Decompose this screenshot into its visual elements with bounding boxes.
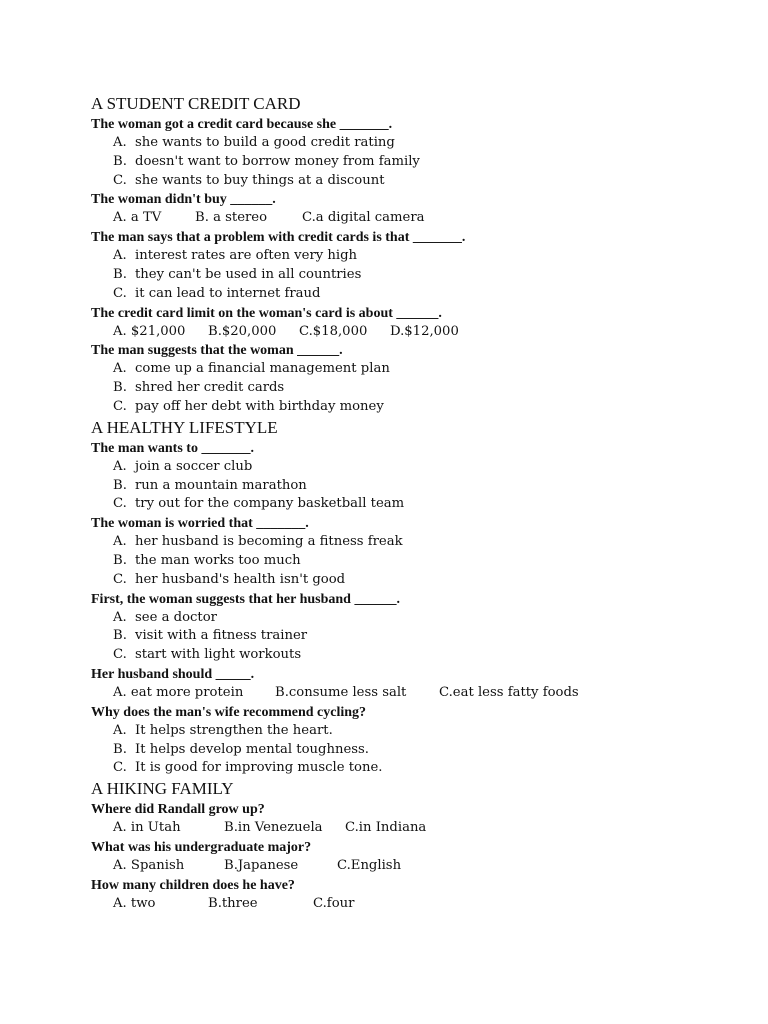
answer-option bbox=[91, 153, 731, 172]
option-text: start with light workouts bbox=[135, 647, 302, 663]
option-text: run a mountain marathon bbox=[135, 477, 307, 493]
option-letter: A. bbox=[113, 135, 127, 150]
option-text: she wants to buy things at a discount bbox=[135, 172, 385, 188]
answer-option bbox=[91, 379, 731, 398]
answer-option: A. $21,000 bbox=[113, 323, 186, 339]
question: The woman didn't buy ______. bbox=[91, 192, 276, 208]
answer-option bbox=[91, 458, 731, 477]
inline-options bbox=[91, 819, 731, 838]
question: The man says that a problem with credit cards is that _______. bbox=[91, 230, 466, 246]
option-text: see a doctor bbox=[135, 609, 217, 625]
question: Where did Randall grow up? bbox=[91, 802, 265, 818]
inline-options bbox=[91, 895, 731, 914]
inline-options bbox=[91, 857, 731, 876]
inline-options bbox=[91, 323, 731, 342]
answer-option: C.$18,000 bbox=[299, 323, 368, 339]
answer-option bbox=[91, 759, 731, 778]
option-text: doesn't want to borrow money from family bbox=[135, 153, 420, 169]
answer-option bbox=[91, 134, 731, 153]
answer-option bbox=[91, 571, 731, 590]
section-title: A HEALTHY LIFESTYLE bbox=[91, 417, 278, 437]
option-text: pay off her debt with birthday money bbox=[135, 398, 384, 414]
answer-option: C.a digital camera bbox=[302, 210, 425, 226]
option-text: her husband is becoming a fitness freak bbox=[135, 534, 403, 550]
question: The credit card limit on the woman's card is about ______. bbox=[91, 305, 442, 321]
option-letter: C. bbox=[113, 647, 127, 663]
option-letter: B. bbox=[113, 741, 127, 757]
question: First, the woman suggests that her husband ______. bbox=[91, 591, 400, 607]
answer-option: D.$12,000 bbox=[390, 323, 459, 339]
option-letter: A. bbox=[113, 248, 127, 264]
option-letter: B. bbox=[113, 477, 127, 493]
option-text: interest rates are often very high bbox=[135, 248, 358, 264]
option-letter: C. bbox=[113, 571, 127, 587]
option-text: It is good for improving muscle tone. bbox=[135, 760, 383, 776]
answer-option bbox=[91, 646, 731, 665]
answer-option: A. two bbox=[113, 895, 156, 911]
option-letter: B. bbox=[113, 266, 127, 282]
option-text: she wants to build a good credit rating bbox=[135, 135, 395, 150]
answer-option: B.three bbox=[208, 895, 258, 911]
answer-option bbox=[91, 495, 731, 514]
option-text: the man works too much bbox=[135, 552, 301, 568]
answer-option: B. a stereo bbox=[195, 210, 268, 226]
question: How many children does he have? bbox=[91, 877, 295, 893]
option-text: It helps strengthen the heart. bbox=[135, 722, 333, 738]
option-letter: A. bbox=[113, 609, 127, 625]
option-letter: A. bbox=[113, 722, 127, 738]
option-letter: C. bbox=[113, 398, 127, 414]
option-text: they can't be used in all countries bbox=[135, 266, 362, 282]
option-letter: C. bbox=[113, 496, 127, 512]
option-text: join a soccer club bbox=[135, 458, 253, 474]
answer-option: B.Japanese bbox=[224, 857, 299, 873]
section-title: A HIKING FAMILY bbox=[91, 779, 234, 799]
option-letter: C. bbox=[113, 172, 127, 188]
answer-option bbox=[91, 247, 731, 266]
option-text: visit with a fitness trainer bbox=[135, 628, 308, 644]
option-text: shred her credit cards bbox=[135, 380, 285, 396]
worksheet bbox=[91, 93, 731, 914]
option-letter: A. bbox=[113, 361, 127, 377]
answer-option bbox=[91, 477, 731, 496]
question: Her husband should _____. bbox=[91, 666, 255, 682]
question: What was his undergraduate major? bbox=[91, 839, 312, 855]
answer-option: C.English bbox=[337, 857, 402, 873]
answer-option bbox=[91, 533, 731, 552]
answer-option bbox=[91, 609, 731, 628]
question: The woman got a credit card because she _______. bbox=[91, 117, 393, 132]
answer-option bbox=[91, 172, 731, 191]
question: Why does the man's wife recommend cycling? bbox=[91, 704, 367, 720]
question: The man suggests that the woman ______. bbox=[91, 343, 343, 359]
option-text: her husband's health isn't good bbox=[135, 571, 346, 587]
section-title: A STUDENT CREDIT CARD bbox=[91, 94, 301, 113]
question: The woman is worried that _______. bbox=[91, 516, 309, 532]
answer-option: C.in Indiana bbox=[345, 820, 427, 836]
answer-option: A. eat more protein bbox=[113, 684, 244, 700]
inline-options bbox=[91, 684, 731, 703]
question: The man wants to _______. bbox=[91, 440, 254, 456]
answer-option bbox=[91, 266, 731, 285]
inline-options bbox=[91, 209, 731, 228]
answer-option: A. Spanish bbox=[113, 857, 185, 873]
answer-option bbox=[91, 398, 731, 417]
answer-option: A. in Utah bbox=[113, 820, 181, 836]
option-letter: B. bbox=[113, 153, 127, 169]
option-text: it can lead to internet fraud bbox=[135, 285, 321, 301]
answer-option bbox=[91, 741, 731, 760]
answer-option: B.in Venezuela bbox=[224, 820, 323, 836]
answer-option: B.$20,000 bbox=[208, 323, 277, 339]
option-text: come up a financial management plan bbox=[135, 361, 390, 377]
answer-option bbox=[91, 552, 731, 571]
answer-option bbox=[91, 285, 731, 304]
answer-option: C.four bbox=[313, 895, 355, 911]
answer-option bbox=[91, 722, 731, 741]
option-letter: C. bbox=[113, 285, 127, 301]
answer-option: C.eat less fatty foods bbox=[439, 684, 579, 700]
answer-option bbox=[91, 627, 731, 646]
option-text: It helps develop mental toughness. bbox=[135, 741, 369, 757]
option-letter: A. bbox=[113, 534, 127, 550]
option-letter: B. bbox=[113, 628, 127, 644]
option-letter: C. bbox=[113, 760, 127, 776]
option-letter: B. bbox=[113, 552, 127, 568]
answer-option: B.consume less salt bbox=[275, 684, 407, 700]
option-text: try out for the company basketball team bbox=[135, 496, 405, 512]
answer-option: A. a TV bbox=[113, 210, 162, 226]
answer-option bbox=[91, 360, 731, 379]
option-letter: A. bbox=[113, 458, 127, 474]
option-letter: B. bbox=[113, 380, 127, 396]
